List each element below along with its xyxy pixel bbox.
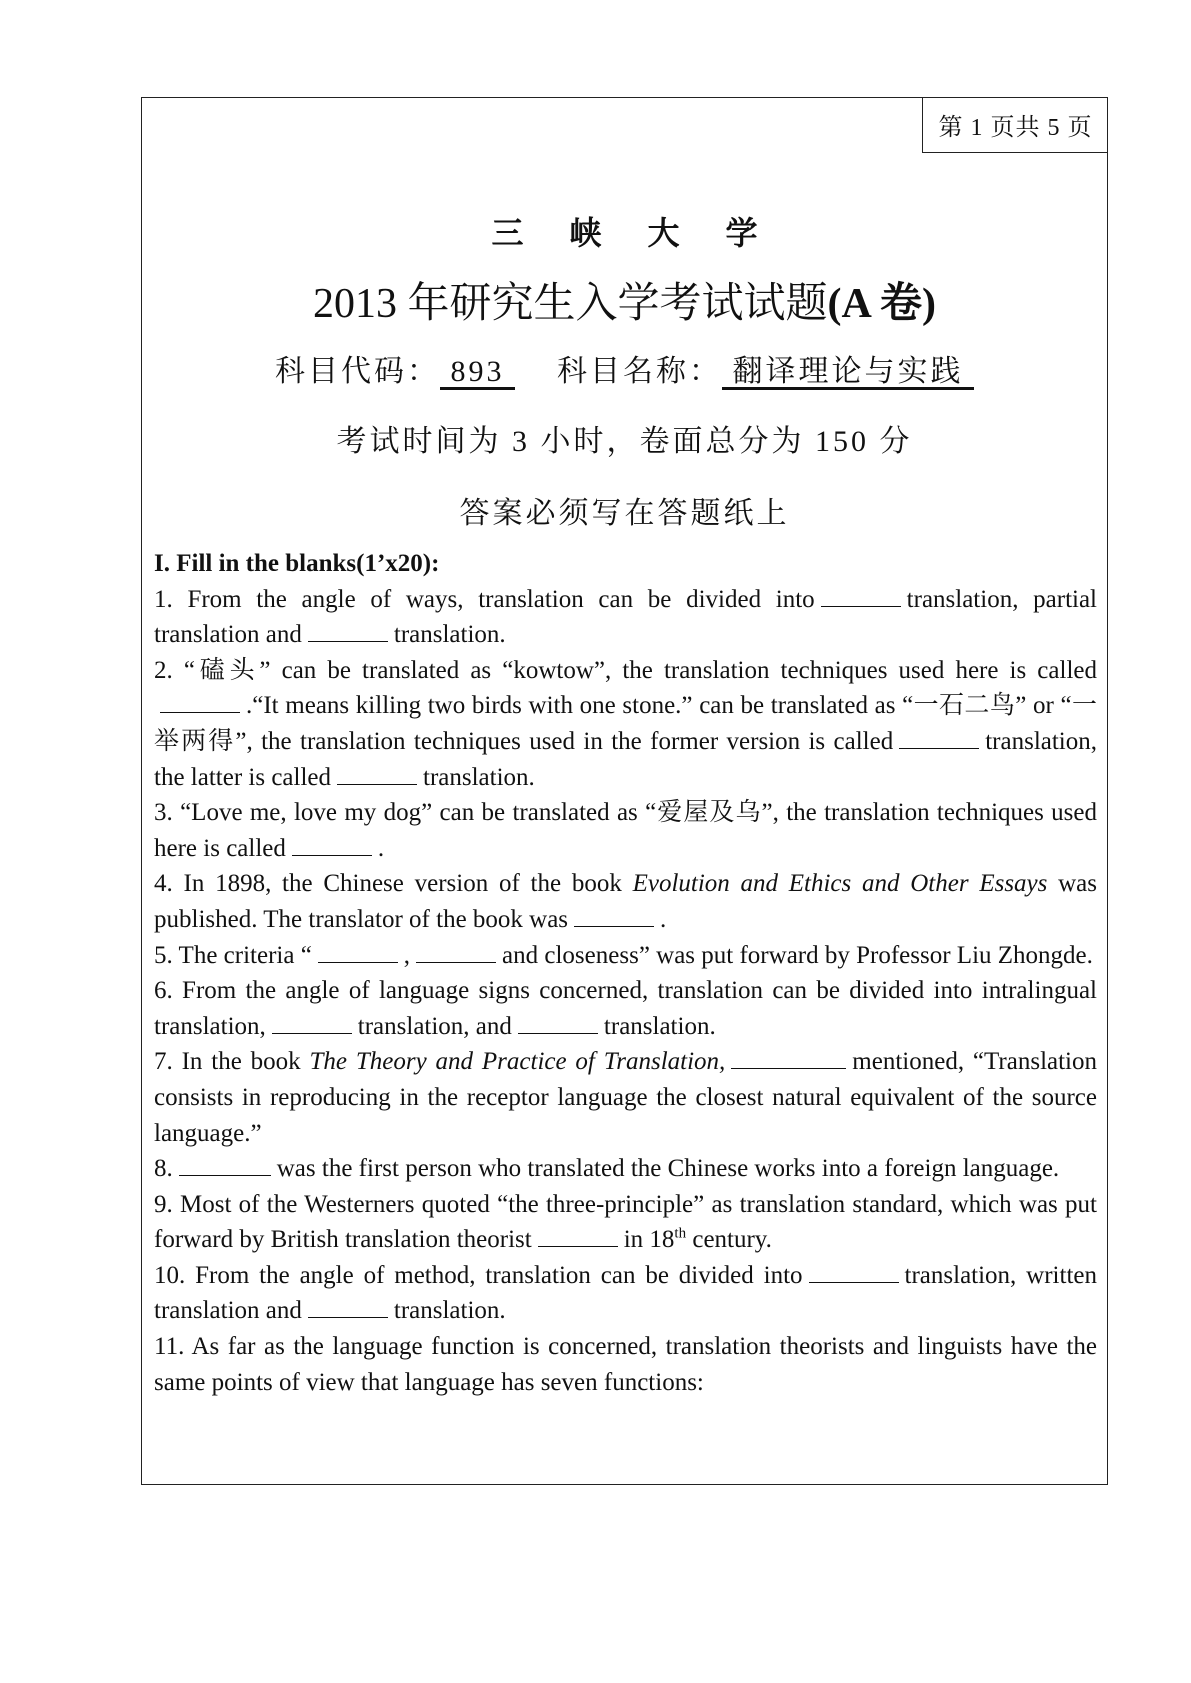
page-indicator: 第 1 页共 5 页 [922, 97, 1108, 153]
subject-code-label: 科目代码： [275, 355, 440, 388]
exam-title-main: 2013 年研究生入学考试试题 [312, 281, 828, 327]
q6-text-b: translation, and [357, 1012, 512, 1040]
q9-text-b: in 18 [623, 1226, 675, 1254]
q7-text-b: mentioned, “Translation consists in reproducing in the receptor language the closest natural equivalent of the source language.” [154, 1048, 1097, 1147]
exam-title [142, 270, 1107, 330]
q9-text-c: century. [692, 1226, 772, 1254]
blank [337, 764, 417, 785]
question-5 [154, 938, 1097, 974]
blank [318, 942, 398, 963]
exam-paper-version: (A 卷) [827, 281, 936, 327]
q4-text-a: 4. In 1898, the Chinese version of the book [154, 870, 622, 898]
blank [416, 942, 496, 963]
subject-name-label: 科目名称： [557, 355, 722, 388]
q11-text-a: 11. As far as the language function is concerned, translation theorists and linguists have the same points of view that language has seven functions: [154, 1333, 1097, 1396]
exam-frame [141, 97, 1108, 1485]
q7-text-a: 7. In the book [154, 1048, 301, 1076]
q10-text-b: translation, written translation and [154, 1261, 1097, 1325]
answer-note: 答案必须写在答题纸上 [459, 497, 790, 530]
question-8 [154, 1151, 1097, 1187]
question-1 [154, 582, 1097, 653]
q5-text-c: and closeness” was put forward by Professor Liu Zhongde. [502, 941, 1093, 969]
q2-text-c: translation, the latter is called [154, 727, 1097, 791]
q9-text-a: 9. Most of the Westerners quoted “the three-principle” as translation standard, which was put forward by British translation theorist [154, 1190, 1097, 1254]
q8-text-b: was the first person who translated the Chinese works into a foreign language. [276, 1155, 1060, 1183]
q10-text-c: translation. [393, 1297, 506, 1325]
q4-book-title: Evolution and Ethics and Other Essays [632, 870, 1048, 898]
blank [308, 1297, 388, 1318]
blank [179, 1155, 271, 1176]
question-body [154, 546, 1097, 1400]
blank [308, 621, 388, 642]
question-9 [154, 1187, 1097, 1258]
q4-text-b: was published. The translator of the book was [154, 870, 1098, 933]
q3-text-b: . [377, 834, 385, 862]
question-10 [154, 1258, 1097, 1329]
blank [899, 728, 979, 749]
blank [292, 835, 372, 856]
subject-name: 翻译理论与实践 [722, 355, 974, 388]
subject-code: 893 [440, 355, 515, 388]
blank [574, 906, 654, 927]
subject-line [142, 346, 1107, 390]
exam-time: 考试时间为 3 小时，卷面总分为 150 分 [336, 425, 913, 458]
q10-text-a: 10. From the angle of method, translation can be divided into [154, 1261, 803, 1289]
q8-text-a: 8. [154, 1155, 173, 1183]
question-11 [154, 1329, 1097, 1400]
blank [518, 1013, 598, 1034]
question-2 [154, 653, 1097, 795]
q6-text-a: 6. From the angle of language signs concerned, translation can be divided into intralingual translation, [154, 977, 1097, 1040]
q2-text-d: translation. [423, 763, 535, 791]
q2-text-b: .“It means killing two birds with one stone.” can be translated as “一石二鸟” or “一举两得”, the translation techniques used in the former version is called [154, 692, 1097, 755]
q1-text-b: translation, partial translation and [154, 585, 1097, 649]
q2-text-a: 2. “磕头” can be translated as “kowtow”, the translation techniques used here is called [154, 656, 1097, 684]
q4-text-c: . [660, 905, 667, 933]
q3-text-a: 3. “Love me, love my dog” can be translated as “爱屋及乌”, the translation techniques used here is called [154, 799, 1097, 862]
blank [272, 1013, 352, 1034]
q1-text-c: translation. [393, 621, 506, 649]
question-6 [154, 973, 1097, 1044]
blank [538, 1226, 618, 1247]
question-3 [154, 795, 1097, 866]
blank [731, 1048, 846, 1069]
blank [160, 692, 240, 713]
question-7 [154, 1044, 1097, 1151]
section-heading: I. Fill in the blanks(1’x20): [154, 550, 440, 577]
q5-text-b: , [403, 941, 411, 969]
q5-text-a: 5. The criteria “ [154, 941, 312, 969]
blank [821, 586, 901, 607]
question-4 [154, 866, 1097, 937]
university-name: 三峡大学 [491, 215, 804, 251]
blank [809, 1262, 899, 1283]
q9-superscript: th [674, 1225, 687, 1242]
q6-text-c: translation. [603, 1012, 716, 1040]
q7-book-title: The Theory and Practice of Translation, [309, 1048, 726, 1076]
q1-text-a: 1. From the angle of ways, translation can be divided into [154, 585, 815, 613]
